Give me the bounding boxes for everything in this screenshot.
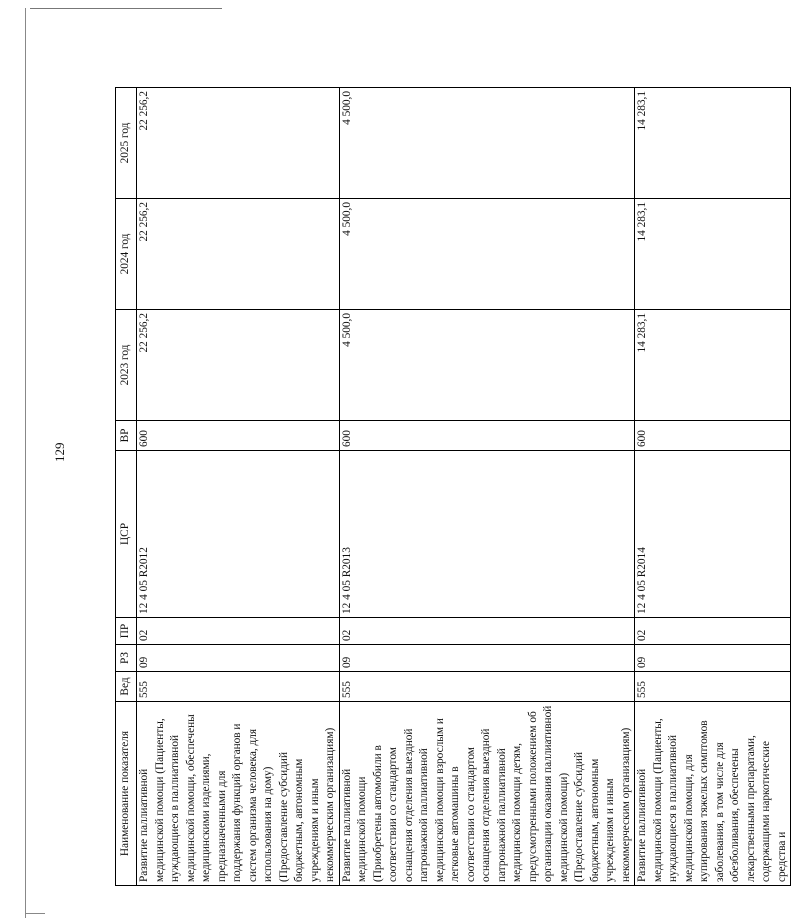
row-ved: 555 — [635, 672, 791, 702]
row-2025: 4 500,0 — [339, 88, 635, 199]
row-vr: 600 — [137, 421, 340, 451]
row-2024: 4 500,0 — [339, 199, 635, 310]
table-row — [635, 88, 791, 886]
row-2023: 22 256,2 — [137, 310, 340, 421]
row-vr: 600 — [339, 421, 635, 451]
row-name: Развитие паллиативной медицинской помощи (Приобретены автомобили в соответствии со стандартом оснащения отделения выездной патронажной паллиативной медицинской помощи взрослым и легковые автомашины в соответствии со стандартом оснащения отделения выездной патронажной паллиативной медицинской помощи детям, предусмотренными положением об организации оказания паллиативной медицинской помощи) (Предоставление субсидий бюджетным, автономным учреждениям и иным некоммерческим организациям) — [339, 702, 635, 886]
row-ved: 555 — [137, 672, 340, 702]
header-csr: ЦСР — [116, 451, 137, 618]
row-2023: 4 500,0 — [339, 310, 635, 421]
budget-table — [115, 87, 791, 886]
header-rz: РЗ — [116, 645, 137, 672]
header-ved: Вед — [116, 672, 137, 702]
row-name: Развитие паллиативной медицинской помощи (Пациенты, нуждающиеся в паллиативной медицинской помощи, обеспечены медицинскими изделиями, предназначенными для поддержания функций органов и систем организма человека, для использования на дому) (Предоставление субсидий бюджетным, автономным учреждениям и иным некоммерческим организациям) — [137, 702, 340, 886]
header-pr: ПР — [116, 618, 137, 645]
row-pr: 02 — [635, 618, 791, 645]
header-vr: ВР — [116, 421, 137, 451]
scan-edge-bottom — [25, 913, 45, 914]
header-2025: 2025 год — [116, 88, 137, 199]
row-2024: 22 256,2 — [137, 199, 340, 310]
row-csr: 12 4 05 R2012 — [137, 451, 340, 618]
scan-edge-top — [30, 8, 222, 9]
row-ved: 555 — [339, 672, 635, 702]
row-2025: 22 256,2 — [137, 88, 340, 199]
row-vr: 600 — [635, 421, 791, 451]
row-rz: 09 — [137, 645, 340, 672]
row-2023: 14 283,1 — [635, 310, 791, 421]
row-2024: 14 283,1 — [635, 199, 791, 310]
header-2023: 2023 год — [116, 310, 137, 421]
row-name: Развитие паллиативной медицинской помощи (Пациенты, нуждающиеся в паллиативной медицинской помощи, для купирования тяжелых симптомов заболевания, в том числе для обезболивания, обеспечены лекарственными препаратами, содержащими наркотические средства и — [635, 702, 791, 886]
table-header-row — [116, 88, 137, 886]
row-csr: 12 4 05 R2014 — [635, 451, 791, 618]
header-2024: 2024 год — [116, 199, 137, 310]
row-rz: 09 — [635, 645, 791, 672]
page-number: 129 — [52, 442, 67, 462]
row-pr: 02 — [339, 618, 635, 645]
table-row — [339, 88, 635, 886]
row-pr: 02 — [137, 618, 340, 645]
header-name: Наименование показателя — [116, 702, 137, 886]
scan-edge-left — [25, 8, 26, 918]
row-rz: 09 — [339, 645, 635, 672]
row-csr: 12 4 05 R2013 — [339, 451, 635, 618]
row-2025: 14 283,1 — [635, 88, 791, 199]
table-row — [137, 88, 340, 886]
budget-table-sheet — [115, 88, 788, 886]
